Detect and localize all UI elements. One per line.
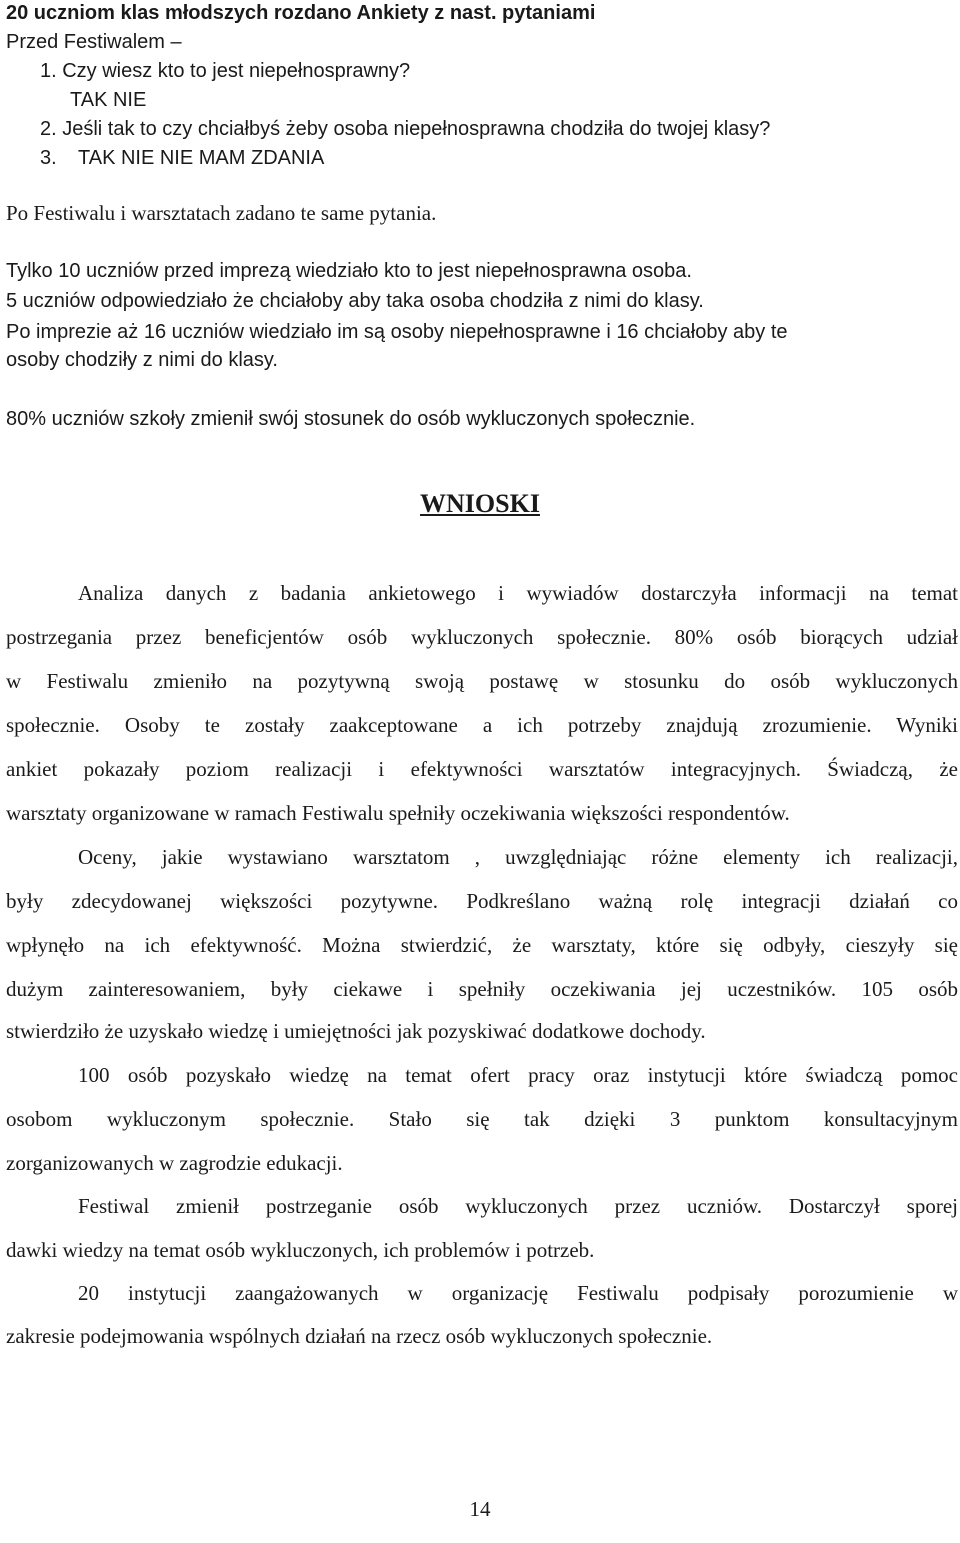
conclusions-p3-line: osobom wykluczonym społecznie. Stało się tak dzięki 3 punktom konsultacyjnym: [6, 1107, 958, 1131]
conclusions-p2-line: Oceny, jakie wystawiano warsztatom , uwzględniając różne elementy ich realizacji,: [78, 845, 958, 869]
survey-heading: 20 uczniom klas młodszych rozdano Ankiety z nast. pytaniami: [6, 2, 596, 24]
conclusions-p4-line: dawki wiedzy na temat osób wykluczonych, ich problemów i potrzeb.: [6, 1238, 595, 1262]
conclusions-p1-line: ankiet pokazały poziom realizacji i efektywności warsztatów integracyjnych. Świadczą, że: [6, 757, 958, 781]
survey-question-1: 1. Czy wiesz kto to jest niepełnosprawny?: [40, 60, 411, 82]
conclusions-p2-line: wpłynęło na ich efektywność. Można stwierdzić, że warsztaty, które się odbyły, cieszyły się: [6, 933, 958, 957]
conclusions-p2-line: dużym zainteresowaniem, były ciekawe i spełniły oczekiwania jej uczestników. 105 osób: [6, 977, 958, 1001]
conclusions-p1-line: Analiza danych z badania ankietowego i wywiadów dostarczyła informacji na temat: [78, 581, 958, 605]
survey-question-3-answers: TAK NIE NIE MAM ZDANIA: [78, 147, 325, 169]
conclusions-p1-line: w Festiwalu zmieniło na pozytywną swoją postawę w stosunku do osób wykluczonych: [6, 669, 958, 693]
survey-before-label: Przed Festiwalem –: [6, 31, 182, 53]
conclusions-p4-line: Festiwal zmienił postrzeganie osób wykluczonych przez uczniów. Dostarczył sporej: [78, 1194, 958, 1218]
page-number: 14: [469, 1497, 491, 1521]
results-line-3: Po imprezie aż 16 uczniów wiedziało im są osoby niepełnosprawne i 16 chciałoby aby te: [6, 321, 788, 343]
conclusions-p1-line: postrzegania przez beneficjentów osób wykluczonych społecznie. 80% osób biorących udział: [6, 625, 958, 649]
conclusions-p5-line: zakresie podejmowania wspólnych działań na rzecz osób wykluczonych społecznie.: [6, 1324, 713, 1348]
conclusions-title: WNIOSKI: [420, 489, 540, 518]
survey-question-2: 2. Jeśli tak to czy chciałbyś żeby osoba niepełnosprawna chodziła do twojej klasy?: [40, 118, 771, 140]
survey-question-3-number: 3.: [40, 147, 57, 169]
conclusions-p5-line: 20 instytucji zaangażowanych w organizację Festiwalu podpisały porozumienie w: [78, 1281, 958, 1305]
conclusions-p2-line: były zdecydowanej większości pozytywne. Podkreślano ważną rolę integracji działań co: [6, 889, 958, 913]
conclusions-p1-line: społecznie. Osoby te zostały zaakceptowane a ich potrzeby znajdują zrozumienie. Wyniki: [6, 713, 958, 737]
results-line-5: 80% uczniów szkoły zmienił swój stosunek do osób wykluczonych społecznie.: [6, 408, 696, 430]
results-line-2: 5 uczniów odpowiedziało że chciałoby aby taka osoba chodziła z nimi do klasy.: [6, 290, 704, 312]
conclusions-p3-line: zorganizowanych w zagrodzie edukacji.: [6, 1151, 343, 1175]
conclusions-p3-line: 100 osób pozyskało wiedzę na temat ofert pracy oraz instytucji które świadczą pomoc: [78, 1063, 958, 1087]
conclusions-p2-line: stwierdziło że uzyskało wiedzę i umiejętności jak pozyskiwać dodatkowe dochody.: [6, 1019, 706, 1043]
conclusions-p1-line: warsztaty organizowane w ramach Festiwalu spełniły oczekiwania większości respondentów.: [6, 801, 790, 825]
survey-after-label: Po Festiwalu i warsztatach zadano te same pytania.: [6, 201, 437, 225]
results-line-4: osoby chodziły z nimi do klasy.: [6, 349, 278, 371]
survey-question-1-answers: TAK NIE: [70, 89, 147, 111]
results-line-1: Tylko 10 uczniów przed imprezą wiedziało kto to jest niepełnosprawna osoba.: [6, 260, 692, 282]
